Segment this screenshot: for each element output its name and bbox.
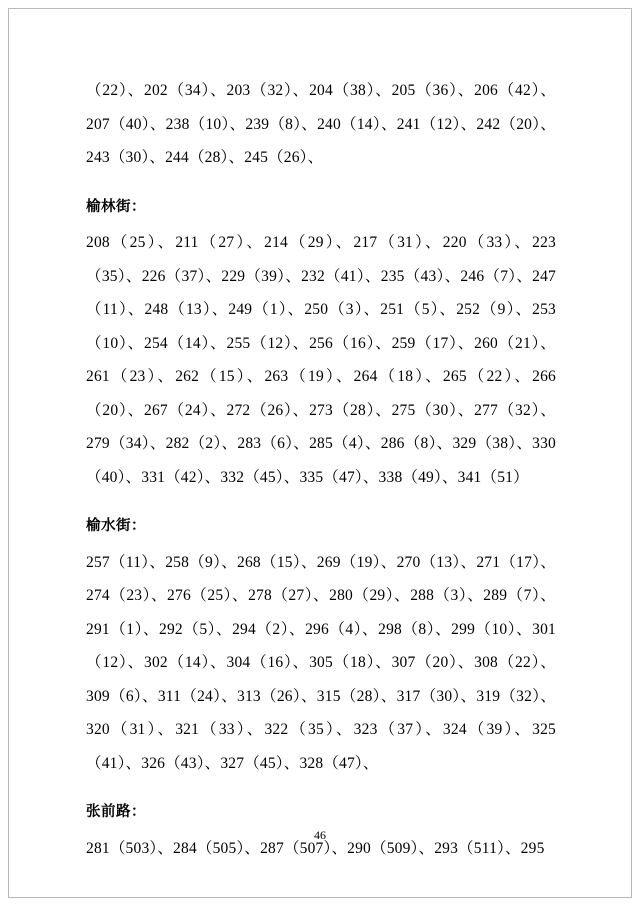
spacer — [86, 780, 556, 790]
spacer — [86, 494, 556, 504]
paragraph-yulin-street-list: 208（25）、211（27）、214（29）、217（31）、220（33）、223（35）、226（37）、229（39）、232（41）、235（43）、246（7）、247（11）、248（13）、249（1）、250（3）、251（5）、252（9）、253（10）、254（14）、255（12）、256（16）、259（17）、260（21）、261（23）、262（15）、263（19）、264（18）、265（22）、266（20）、267（24）、272（26）、273（28）、275（30）、277（32）、279（34）、282（2）、283（6）、285（4）、286（8）、329（38）、330（40）、331（42）、332（45）、335（47）、338（49）、341（51） — [86, 234, 556, 486]
paragraph-yushui-street-list: 257（11）、258（9）、268（15）、269（19）、270（13）、271（17）、274（23）、276（25）、278（27）、280（29）、288（3）、289（7）、291（1）、292（5）、294（2）、296（4）、298（8）、299（10）、301（12）、302（14）、304（16）、305（18）、307（20）、308（22）、309（6）、311（24）、313（26）、315（28）、317（30）、319（32）、320（31）、321（33）、322（35）、323（37）、324（39）、325（41）、326（43）、327（45）、328（47）、 — [86, 553, 556, 772]
paragraph-zhangqian-road-list: 281（503）、284（505）、287（507）、290（509）、293（511）、295 — [86, 839, 545, 857]
paragraph-continued-list: （22）、202（34）、203（32）、204（38）、205（36）、206（42）、207（40）、238（10）、239（8）、240（14）、241（12）、242（20）、243（30）、244（28）、245（26）、 — [86, 82, 556, 166]
heading-zhangqian-road: 张前路： — [86, 804, 146, 820]
heading-yulin-street: 榆林街： — [86, 198, 146, 215]
heading-yushui-street: 榆水街： — [86, 518, 146, 534]
page-content — [86, 74, 556, 865]
spacer — [86, 175, 556, 185]
page-number: 46 — [314, 828, 326, 842]
